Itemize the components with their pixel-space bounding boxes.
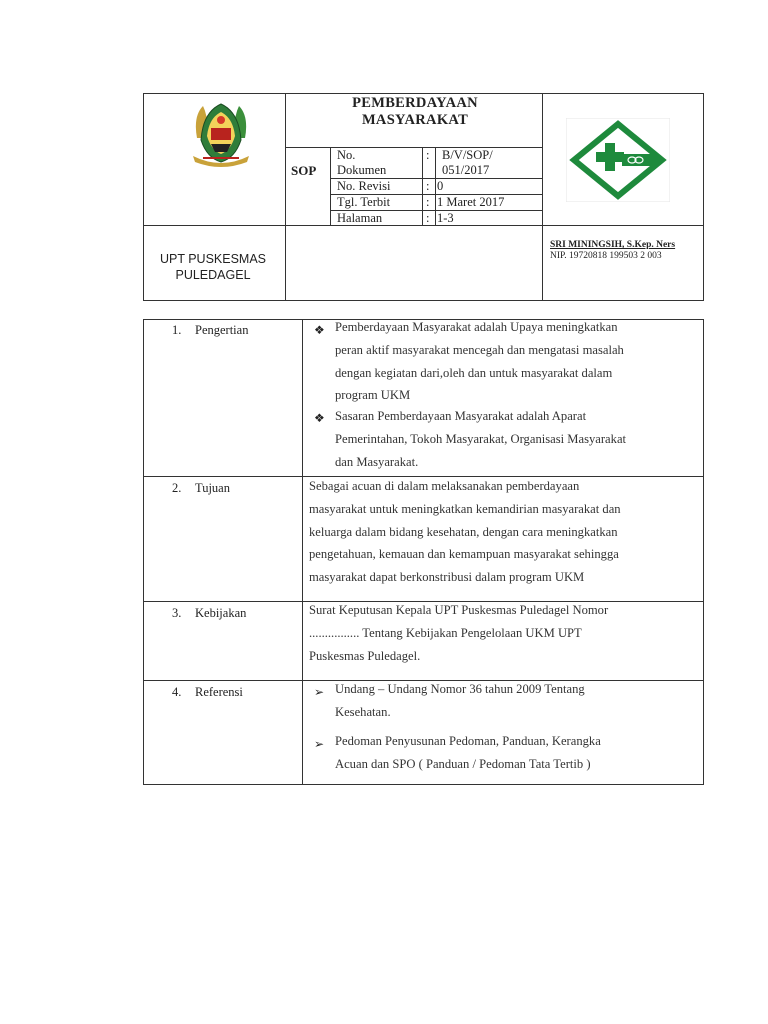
no-dokumen-colon: : bbox=[426, 148, 430, 162]
halaman-value: 1-3 bbox=[437, 211, 454, 225]
pengertian-bullet-1: Pemberdayaan Masyarakat adalah Upaya meningkatkan peran aktif masyarakat mencegah dan mengatasi masalah dengan kegiatan dari,oleh dan untuk masyarakat dalam program UKM bbox=[335, 320, 624, 403]
kebijakan-text: Surat Keputusan Kepala UPT Puskesmas Puledagel Nomor ................ Tentang Kebijakan Pengelolaan UKM UPT Puskesmas Puledagel. bbox=[309, 603, 609, 663]
tgl-terbit-label: Tgl. Terbit bbox=[337, 195, 391, 209]
pengertian-bullet-2: Sasaran Pemberdayaan Masyarakat adalah Aparat Pemerintahan, Tokoh Masyarakat, Organisasi Masyarakat dan Masyarakat. bbox=[335, 409, 627, 469]
no-dokumen-value-2: 051/2017 bbox=[442, 163, 490, 177]
no-dokumen-label-1: No. bbox=[337, 148, 356, 162]
document-title-line1: PEMBERDAYAAN bbox=[352, 95, 478, 111]
referensi-bullet-2: Pedoman Penyusunan Pedoman, Panduan, Kerangka Acuan dan SPO ( Panduan / Pedoman Tata Tertib ) bbox=[335, 734, 601, 771]
section-2-label: Tujuan bbox=[195, 481, 230, 495]
diamond-bullet-icon: ❖ bbox=[314, 411, 325, 425]
arrow-bullet-icon: ➢ bbox=[314, 685, 325, 699]
section-1-number: 1. bbox=[172, 323, 182, 337]
signer-nip: NIP. 19720818 199503 2 003 bbox=[550, 251, 662, 261]
section-4-label: Referensi bbox=[195, 685, 243, 699]
no-revisi-colon: : bbox=[426, 179, 430, 193]
halaman-colon: : bbox=[426, 211, 430, 225]
puskesmas-logo-icon bbox=[566, 118, 670, 202]
sop-content-table bbox=[0, 300, 768, 800]
section-3-number: 3. bbox=[172, 606, 182, 620]
sop-header-table bbox=[0, 0, 768, 310]
document-title-line2: MASYARAKAT bbox=[361, 112, 469, 128]
org-name-line1: UPT PUSKESMAS bbox=[159, 252, 267, 266]
signer-name: SRI MININGSIH, S.Kep. Ners bbox=[550, 240, 676, 250]
org-name-line2: PULEDAGEL bbox=[175, 268, 251, 282]
tgl-terbit-colon: : bbox=[426, 195, 430, 209]
sop-label: SOP bbox=[291, 163, 317, 178]
no-revisi-value: 0 bbox=[437, 179, 444, 193]
tujuan-text: Sebagai acuan di dalam melaksanakan pemberdayaan masyarakat untuk meningkatkan kemandirian masyarakat dan keluarga dalam bidang kesehatan, dengan cara meningkatkan pengetahuan, kemauan dan kemampuan masyarakat sehingga masyarakat dapat berkonstribusi dalam program UKM bbox=[309, 479, 621, 585]
section-4-number: 4. bbox=[172, 685, 182, 699]
diamond-bullet-icon: ❖ bbox=[314, 323, 325, 337]
no-dokumen-label-2: Dokumen bbox=[337, 163, 387, 177]
tgl-terbit-value: 1 Maret 2017 bbox=[437, 195, 505, 209]
section-3-label: Kebijakan bbox=[195, 606, 247, 620]
no-dokumen-value-1: B/V/SOP/ bbox=[442, 148, 493, 162]
regional-emblem-icon bbox=[189, 98, 253, 170]
arrow-bullet-icon: ➢ bbox=[314, 737, 325, 751]
no-revisi-label: No. Revisi bbox=[337, 179, 391, 193]
section-1-label: Pengertian bbox=[195, 323, 249, 337]
halaman-label: Halaman bbox=[337, 211, 383, 225]
referensi-bullet-1: Undang – Undang Nomor 36 tahun 2009 Tentang Kesehatan. bbox=[335, 682, 585, 719]
section-2-number: 2. bbox=[172, 481, 182, 495]
